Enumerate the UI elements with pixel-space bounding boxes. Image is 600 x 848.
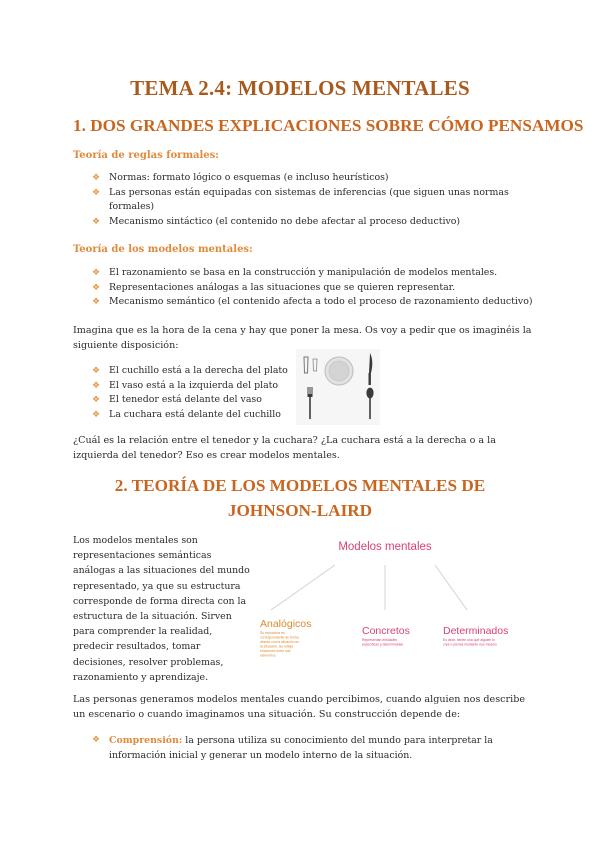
section1-heading: 1. DOS GRANDES EXPLICACIONES SOBRE CÓMO PENSAMOS	[73, 116, 584, 135]
svg-text:correspondiente de forma: correspondiente de forma	[260, 635, 299, 640]
diamond-bullet-icon: ❖	[92, 366, 101, 376]
section2-heading-line2: JOHNSON-LAIRD	[227, 501, 373, 520]
svg-text:elementos: elementos	[260, 653, 276, 658]
determinados-description	[443, 638, 497, 647]
imagine-paragraph: Imagina que es la hora de la cena y hay que poner la mesa. Os voy a pedir que os imaginéis la siguiente disposición:	[73, 325, 532, 352]
svg-text:Representan entidades: Representan entidades	[362, 638, 398, 642]
mental-models-theory-list	[92, 266, 552, 310]
mental-models-diagram	[255, 530, 545, 660]
diamond-bullet-icon: ❖	[92, 187, 101, 198]
list-item: ❖ El cuchillo está a la derecha del plato	[92, 364, 292, 379]
diamond-bullet-icon: ❖	[92, 297, 101, 308]
disposition-list	[92, 364, 292, 422]
diamond-bullet-icon: ❖	[92, 380, 101, 391]
svg-text:directa con la situación en: directa con la situación en	[260, 640, 300, 644]
concretos-description	[362, 638, 403, 647]
diagram-root-label: Modelos mentales	[338, 541, 432, 553]
svg-text:la situación. Se refleja: la situación. Se refleja	[260, 644, 294, 649]
document-title: TEMA 2.4: MODELOS MENTALES	[130, 76, 470, 100]
formal-theory-label: Teoría de reglas formales:	[73, 150, 219, 161]
list-item: ❖ Las personas están equipadas con sistemas de inferencias (que siguen unas normas formales)	[92, 186, 509, 213]
list-item: ❖ Mecanismo semántico (el contenido afecta a todo el proceso de razonamiento deductivo)	[92, 295, 552, 310]
svg-text:Su estructura es: Su estructura es	[260, 631, 285, 635]
diamond-bullet-icon: ❖	[92, 735, 101, 745]
comprension-item	[92, 733, 549, 764]
diagram-node-concretos: Concretos	[362, 625, 410, 637]
plate-icon	[325, 357, 353, 385]
svg-text:cree o piensa mediante ese mod: cree o piensa mediante ese modelo	[443, 642, 497, 647]
diamond-bullet-icon: ❖	[92, 268, 101, 278]
list-item: ❖ El vaso está a la izquierda del plato	[92, 379, 292, 394]
list-item: ❖ Representaciones análogas a las situaciones que se quieren representar.	[92, 281, 552, 296]
svg-text:relaciones entre sus: relaciones entre sus	[260, 649, 291, 653]
comprension-text: la persona utiliza su conocimiento del mundo para interpretar la información inicial y generar un modelo interno de la situación.	[109, 735, 493, 762]
diagram-connector-right	[435, 565, 467, 610]
svg-text:específicas y determinadas: específicas y determinadas	[362, 642, 404, 647]
section2-heading-line1: 2. TEORÍA DE LOS MODELOS MENTALES DE	[114, 476, 486, 495]
mental-models-theory-label: Teoría de los modelos mentales:	[73, 244, 253, 255]
diamond-bullet-icon: ❖	[92, 173, 101, 183]
diamond-bullet-icon: ❖	[92, 216, 101, 227]
diamond-bullet-icon: ❖	[92, 395, 101, 406]
svg-text:Es decir, tienen una que algui: Es decir, tienen una que alguien lo	[443, 638, 495, 642]
definition-paragraph: Los modelos mentales son representaciones semánticas análogas a las situaciones del mundo representado, ya que su estructura corresponde de forma directa con la estructura de la situación. Sirven para comprender la realidad, predecir resultados, tomar decisiones, resolver problemas, razonamiento y aprendizaje.	[73, 535, 250, 683]
diamond-bullet-icon: ❖	[92, 409, 101, 420]
question-paragraph: ¿Cuál es la relación entre el tenedor y la cuchara? ¿La cuchara está a la derecha o a la izquierda del tenedor? Eso es crear modelos mentales.	[73, 435, 496, 462]
diagram-node-determinados: Determinados	[443, 625, 509, 637]
diagram-node-analogicos: Analógicos	[260, 618, 312, 630]
comprension-label: Comprensión:	[109, 735, 183, 746]
list-item: ❖ El tenedor está delante del vaso	[92, 393, 292, 408]
diagram-connector-left	[271, 565, 335, 610]
generate-paragraph: Las personas generamos modelos mentales cuando percibimos, cuando alguien nos describe un escenario o cuando imaginamos una situación. Su construcción depende de:	[73, 694, 526, 721]
list-item: ❖ La cuchara está delante del cuchillo	[92, 408, 292, 423]
list-item: ❖ Normas: formato lógico o esquemas (e incluso heurísticos)	[92, 171, 522, 186]
analogicos-description	[260, 631, 299, 658]
formal-theory-list	[92, 171, 522, 229]
diamond-bullet-icon: ❖	[92, 282, 101, 293]
list-item: ❖ Mecanismo sintáctico (el contenido no debe afectar al proceso deductivo)	[92, 215, 522, 230]
table-setting-illustration	[296, 349, 380, 425]
list-item: ❖ El razonamiento se basa en la construcción y manipulación de modelos mentales.	[92, 266, 552, 281]
